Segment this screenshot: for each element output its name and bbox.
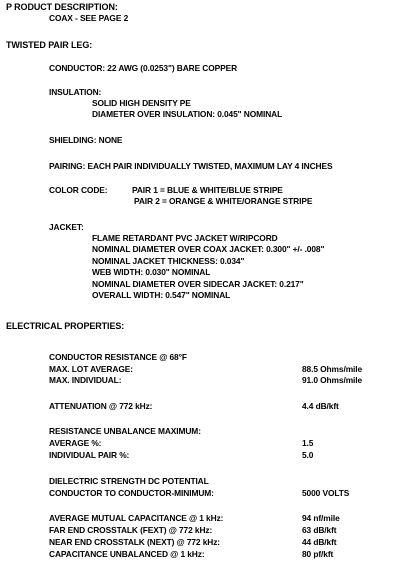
twisted-pair-heading: TWISTED PAIR LEG: [6,40,93,50]
jacket-line: OVERALL WIDTH: 0.547" NOMINAL [92,290,231,300]
spec-label: MAX. INDIVIDUAL: [49,375,122,385]
spec-value: 44 dB/kft [302,537,337,547]
color-code-label: COLOR CODE: [49,185,108,195]
spec-label: FAR END CROSSTALK (FEXT) @ 772 kHz: [49,525,213,535]
spec-label: INDIVIDUAL PAIR %: [49,450,130,460]
conductor-resistance-heading: CONDUCTOR RESISTANCE @ 68°F [49,352,187,362]
jacket-line: FLAME RETARDANT PVC JACKET W/RIPCORD [92,233,278,243]
spec-value: 63 dB/kft [302,525,337,535]
electrical-heading: ELECTRICAL PROPERTIES: [6,321,125,331]
spec-value: 94 nf/mile [302,513,340,523]
spec-label: AVERAGE MUTUAL CAPACITANCE @ 1 kHz: [49,513,224,523]
spec-label: CAPACITANCE UNBALANCED @ 1 kHz: [49,549,205,559]
product-description-text: COAX - SEE PAGE 2 [49,13,129,23]
color-code-pair-2: PAIR 2 = ORANGE & WHITE/ORANGE STRIPE [134,196,313,206]
dielectric-heading: DIELECTRIC STRENGTH DC POTENTIAL [49,476,209,486]
spec-label: AVERAGE %: [49,438,102,448]
spec-label: MAX. LOT AVERAGE: [49,364,133,374]
spec-value: 80 pf/kft [302,549,334,559]
spec-value: 88.5 Ohms/mile [302,364,363,374]
pairing-line: PAIRING: EACH PAIR INDIVIDUALLY TWISTED, MAXIMUM LAY 4 INCHES [49,161,333,171]
color-code-pair-1: PAIR 1 = BLUE & WHITE/BLUE STRIPE [132,185,283,195]
jacket-line: WEB WIDTH: 0.030" NOMINAL [92,267,211,277]
insulation-line: SOLID HIGH DENSITY PE [92,98,191,108]
shielding-line: SHIELDING: NONE [49,135,123,145]
insulation-heading: INSULATION: [49,87,102,97]
spec-value: 4.4 dB/kft [302,401,339,411]
spec-label: ATTENUATION @ 772 kHz: [49,401,153,411]
spec-value: 5.0 [302,450,314,460]
spec-value: 1.5 [302,438,314,448]
spec-label: CONDUCTOR TO CONDUCTOR-MINIMUM: [49,488,214,498]
jacket-line: NOMINAL JACKET THICKNESS: 0.034" [92,256,245,266]
spec-value: 91.0 Ohms/mile [302,375,363,385]
spec-value: 5000 VOLTS [302,488,350,498]
conductor-line: CONDUCTOR: 22 AWG (0.0253") BARE COPPER [49,63,238,73]
spec-label: NEAR END CROSSTALK (NEXT) @ 772 kHz: [49,537,220,547]
jacket-line: NOMINAL DIAMETER OVER SIDECAR JACKET: 0.217" [92,279,304,289]
jacket-heading: JACKET: [49,222,84,232]
resistance-unbalance-heading: RESISTANCE UNBALANCE MAXIMUM: [49,426,201,436]
jacket-line: NOMINAL DIAMETER OVER COAX JACKET: 0.300" +/- .008" [92,244,325,254]
product-description-heading: P RODUCT DESCRIPTION: [6,2,118,12]
insulation-line: DIAMETER OVER INSULATION: 0.045" NOMINAL [92,109,283,119]
